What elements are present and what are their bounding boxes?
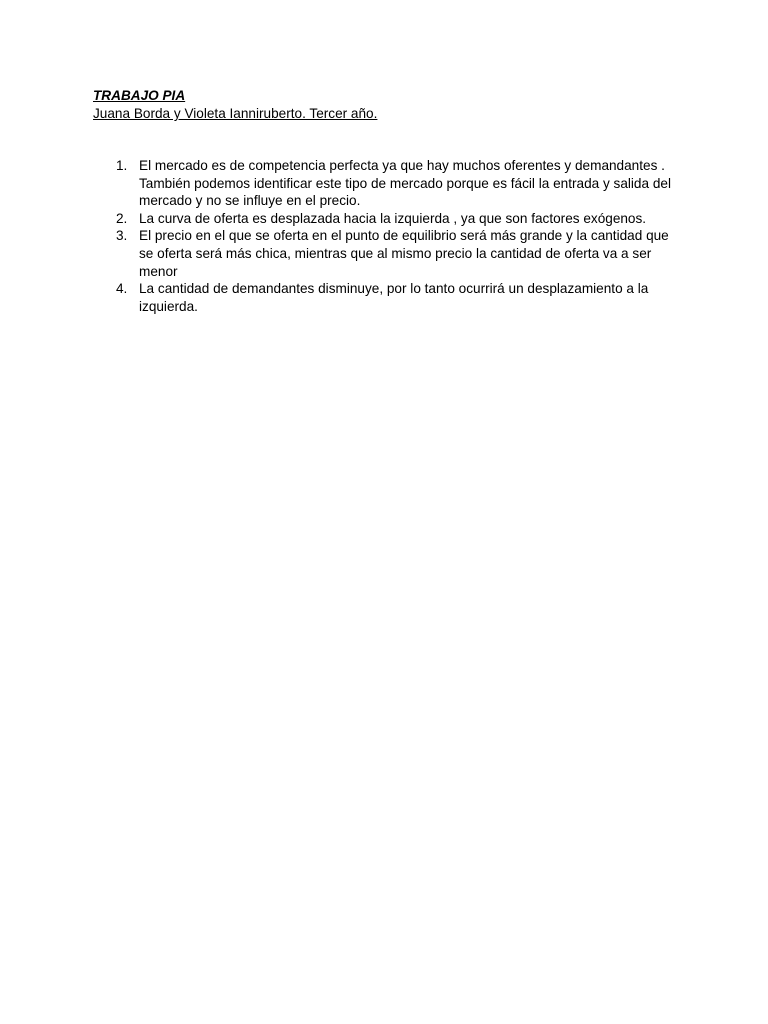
document-header <box>93 87 377 123</box>
document-authors: Juana Borda y Violeta Ianniruberto. Tercer año. <box>93 106 378 121</box>
answer-list <box>93 157 683 315</box>
answer-number: 3. <box>116 228 128 244</box>
answer-number: 2. <box>116 210 128 226</box>
answer-text: El precio en el que se oferta en el punto de equilibrio será más grande y la cantidad que se oferta será más chica, mientras que al mismo precio la cantidad de oferta va a ser menor <box>139 228 669 279</box>
answer-item-2 <box>93 210 683 228</box>
answer-item-3 <box>93 227 683 280</box>
answer-item-4 <box>93 280 683 315</box>
answer-item-1 <box>93 157 683 210</box>
document-title: TRABAJO PIA <box>93 88 186 103</box>
answer-text: El mercado es de competencia perfecta ya que hay muchos oferentes y demandantes . También podemos identificar este tipo de mercado porque es fácil la entrada y salida del mercado y no se influye en el precio. <box>139 158 671 209</box>
answer-number: 4. <box>116 281 128 297</box>
answer-text: La cantidad de demandantes disminuye, por lo tanto ocurrirá un desplazamiento a la izquierda. <box>139 281 649 314</box>
answer-text: La curva de oferta es desplazada hacia la izquierda , ya que son factores exógenos. <box>139 210 647 226</box>
answer-number: 1. <box>116 158 128 173</box>
